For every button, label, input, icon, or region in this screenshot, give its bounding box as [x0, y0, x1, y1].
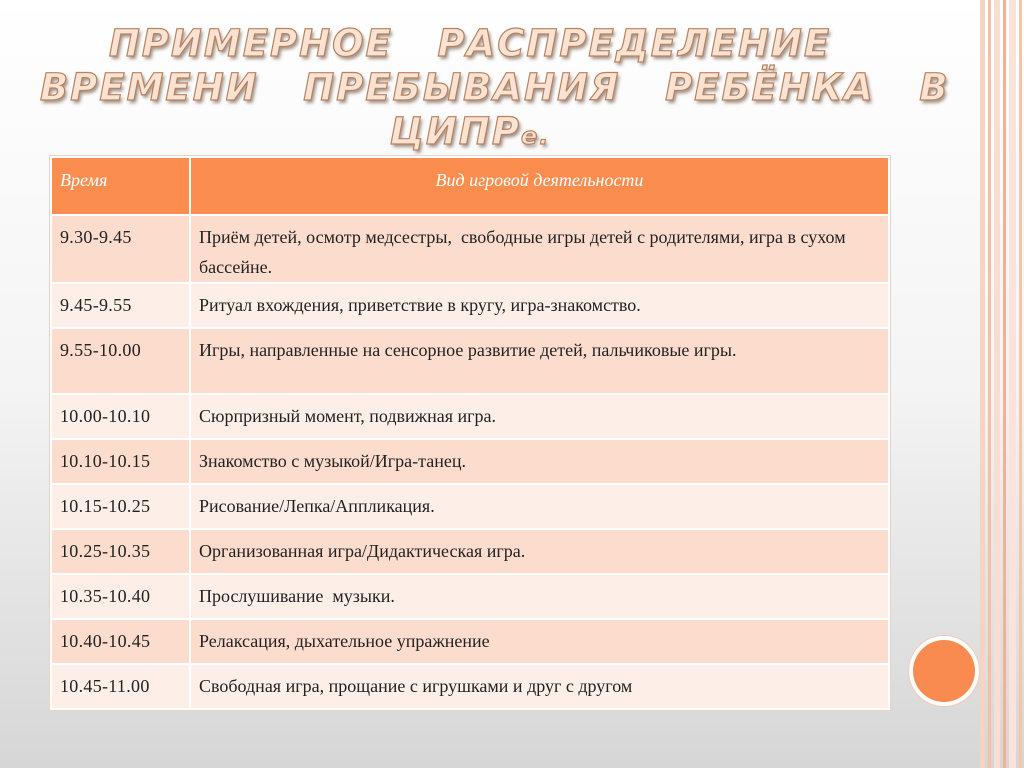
activity-cell: Игры, направленные на сенсорное развитие детей, пальчиковые игры. — [190, 328, 889, 394]
table-row — [51, 619, 889, 664]
table-row — [51, 484, 889, 529]
table-row — [51, 394, 889, 439]
decorative-stripes — [980, 0, 1024, 768]
activity-cell: Релаксация, дыхательное упражнение — [190, 619, 889, 664]
title-line-2: ВРЕМЕНИ ПРЕБЫВАНИЯ РЕБЁНКА В — [40, 66, 950, 109]
table-row — [51, 574, 889, 619]
title-line-3-main: ЦИПР — [389, 110, 521, 153]
table-row — [51, 439, 889, 484]
table-row — [51, 529, 889, 574]
activity-cell: Приём детей, осмотр медсестры, свободные игры детей с родителями, игра в сухом бассейне. — [190, 215, 889, 283]
title-line-3-suffix: е. — [520, 122, 551, 150]
activity-cell: Ритуал вхождения, приветствие в кругу, игра-знакомство. — [190, 283, 889, 328]
slide-title — [40, 22, 950, 158]
activity-cell: Свободная игра, прощание с игрушками и друг с другом — [190, 664, 889, 709]
time-cell: 10.45-11.00 — [51, 664, 190, 709]
table-row — [51, 283, 889, 328]
table-row — [51, 664, 889, 709]
time-cell: 9.30-9.45 — [51, 215, 190, 283]
title-line-3 — [40, 110, 900, 158]
time-cell: 10.00-10.10 — [51, 394, 190, 439]
time-cell: 10.10-10.15 — [51, 439, 190, 484]
schedule-table — [50, 156, 890, 710]
activity-cell: Рисование/Лепка/Аппликация. — [190, 484, 889, 529]
time-cell: 10.25-10.35 — [51, 529, 190, 574]
time-column-header: Время — [51, 157, 190, 215]
time-cell: 9.55-10.00 — [51, 328, 190, 394]
activity-cell: Организованная игра/Дидактическая игра. — [190, 529, 889, 574]
decorative-circle — [913, 640, 975, 702]
time-cell: 9.45-9.55 — [51, 283, 190, 328]
time-cell: 10.40-10.45 — [51, 619, 190, 664]
activity-cell: Прослушивание музыки. — [190, 574, 889, 619]
table-row — [51, 215, 889, 283]
title-line-1: ПРИМЕРНОЕ РАСПРЕДЕЛЕНИЕ — [108, 22, 832, 65]
activity-cell: Сюрпризный момент, подвижная игра. — [190, 394, 889, 439]
table-row — [51, 328, 889, 394]
table-header-row — [51, 157, 889, 215]
activity-cell: Знакомство с музыкой/Игра-танец. — [190, 439, 889, 484]
time-cell: 10.35-10.40 — [51, 574, 190, 619]
time-cell: 10.15-10.25 — [51, 484, 190, 529]
activity-column-header: Вид игровой деятельности — [190, 157, 889, 215]
